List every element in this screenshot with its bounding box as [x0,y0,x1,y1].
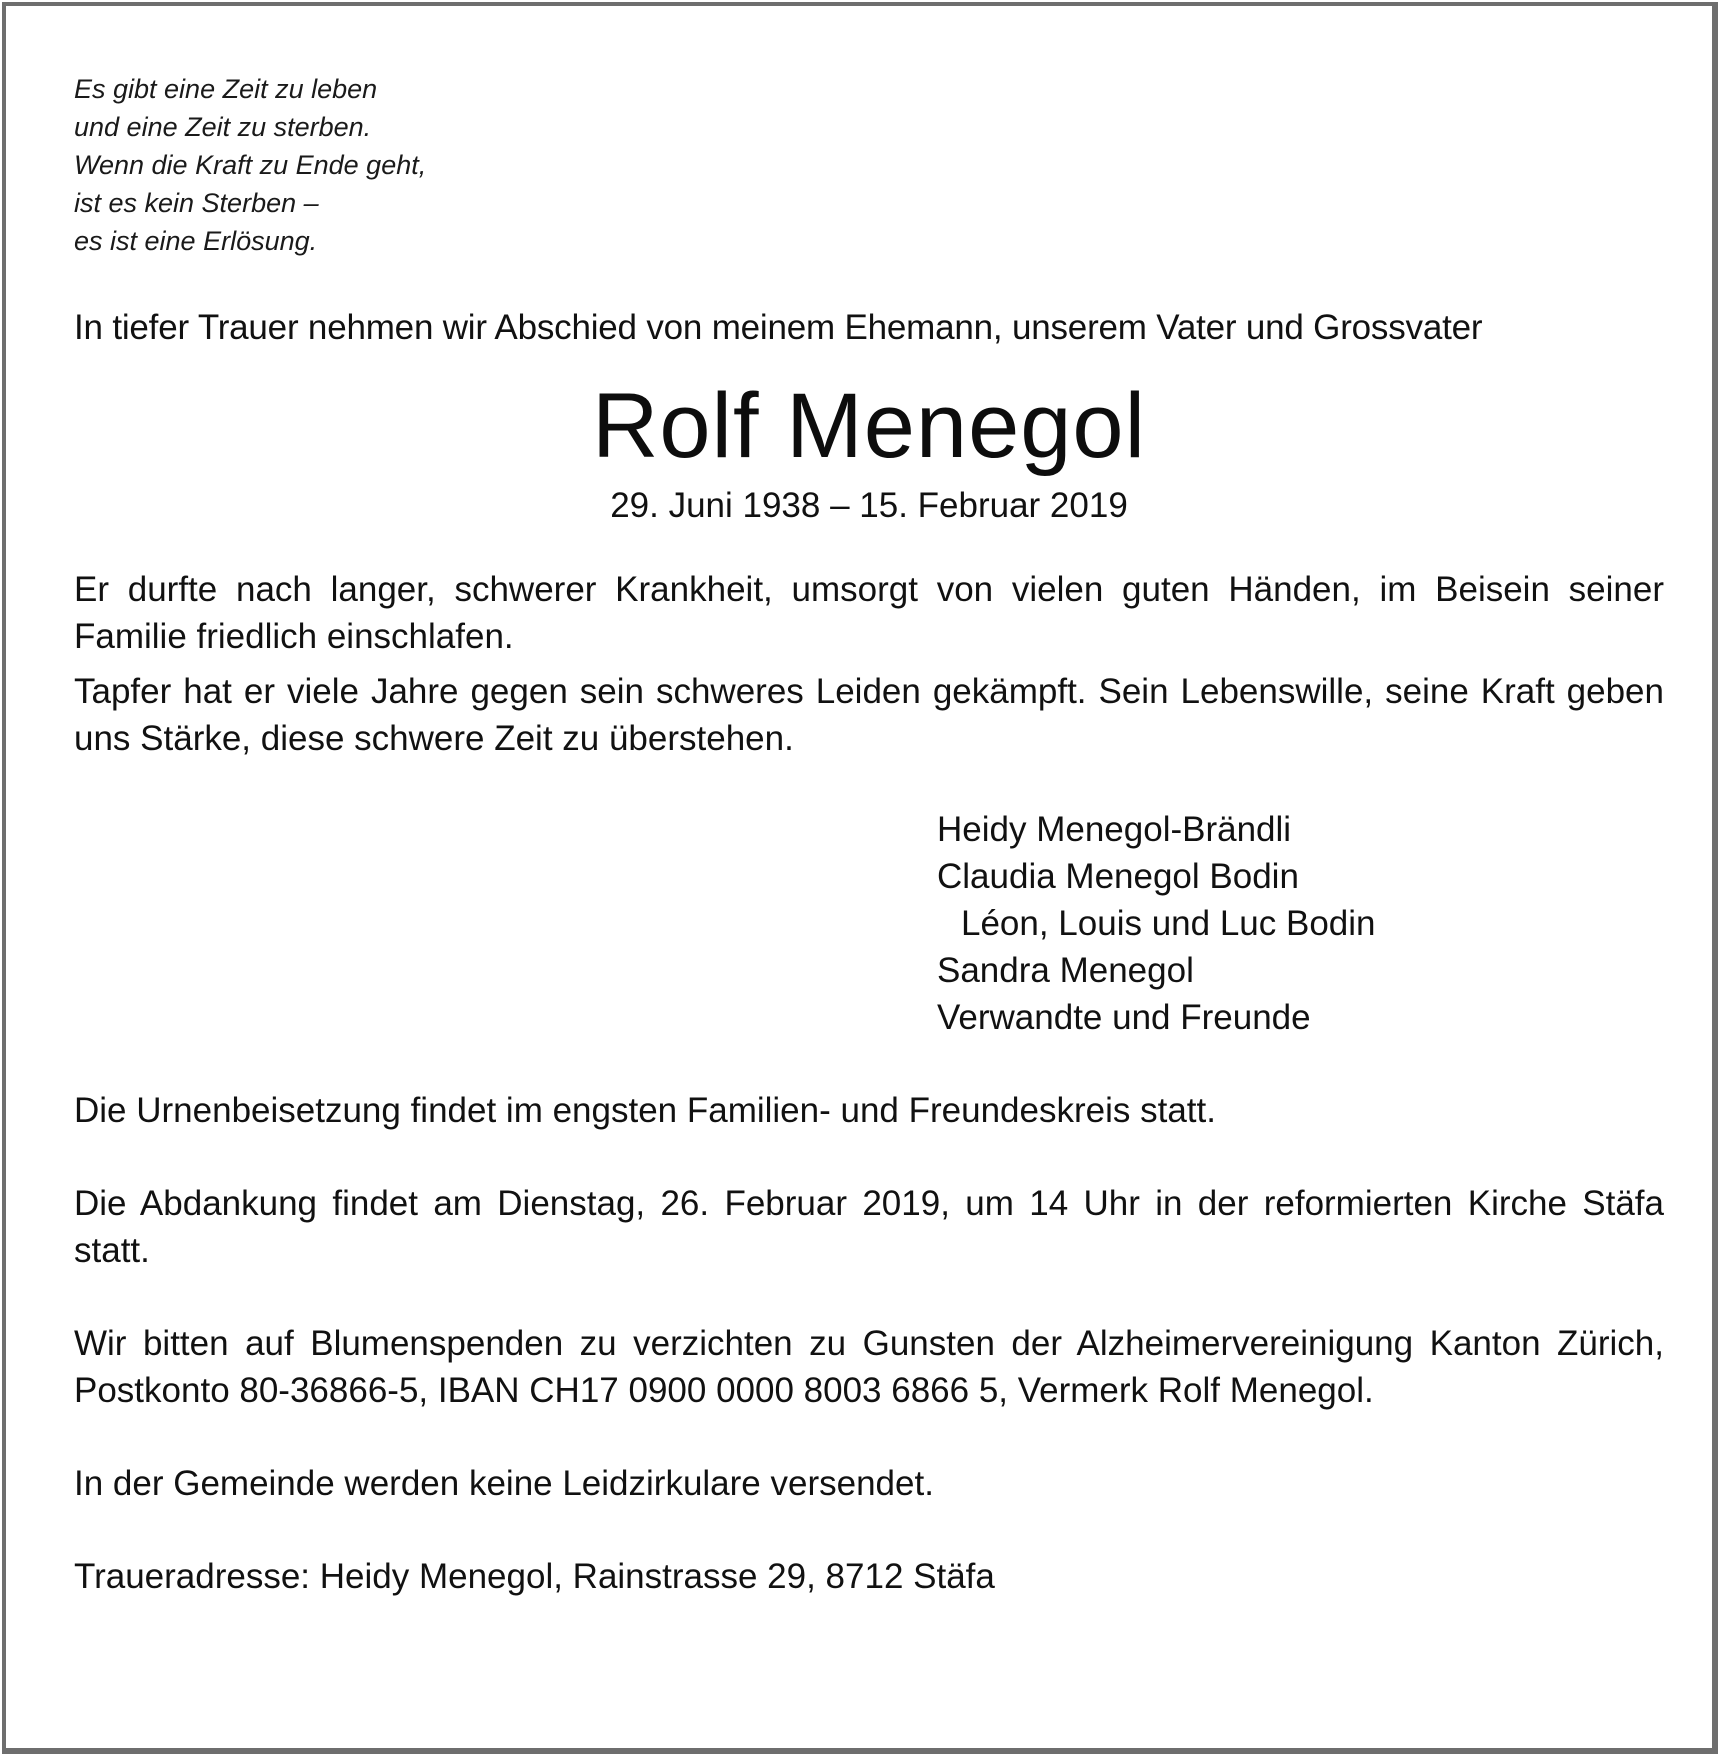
mourner-name: Sandra Menegol [937,951,1194,990]
mourner-name: Claudia Menegol Bodin [937,857,1299,896]
poem-line: Wenn die Kraft zu Ende geht, [74,150,427,180]
poem-line: ist es kein Sterben – [74,188,319,218]
mourning-address: Traueradresse: Heidy Menegol, Rainstrasse 29, 8712 Stäfa [74,1557,995,1596]
mourners-list [937,806,1664,1041]
life-dates: 29. Juni 1938 – 15. Februar 2019 [610,486,1128,525]
urn-burial-notice: Die Urnenbeisetzung findet im engsten Familien- und Freundeskreis statt. [74,1091,1216,1130]
intro-text: In tiefer Trauer nehmen wir Abschied von meinem Ehemann, unserem Vater und Grossvater [74,308,1483,347]
mourner-name: Léon, Louis und Luc Bodin [961,904,1376,943]
poem [74,70,1664,260]
struggle-paragraph: Tapfer hat er viele Jahre gegen sein schweres Leiden gekämpft. Sein Lebenswille, seine Kraft geben uns Stärke, diese schwere Zeit zu überstehen. [74,672,1664,758]
mourner-name: Heidy Menegol-Brändli [937,810,1292,849]
poem-line: Es gibt eine Zeit zu leben [74,74,378,104]
funeral-service-notice: Die Abdankung findet am Dienstag, 26. Februar 2019, um 14 Uhr in der reformierten Kirche Stäfa statt. [74,1184,1664,1270]
donation-notice: Wir bitten auf Blumenspenden zu verzichten zu Gunsten der Alzheimervereinigung Kanton Zürich, Postkonto 80-36866-5, IBAN CH17 0900 0000 8003 6866 5, Vermerk Rolf Menegol. [74,1324,1664,1410]
mourner-name: Verwandte und Freunde [937,998,1311,1037]
poem-line: es ist eine Erlösung. [74,226,318,256]
passing-paragraph: Er durfte nach langer, schwerer Krankheit, umsorgt von vielen guten Händen, im Beisein seiner Familie friedlich einschlafen. [74,570,1664,656]
poem-line: und eine Zeit zu sterben. [74,112,372,142]
circular-notice: In der Gemeinde werden keine Leidzirkulare versendet. [74,1464,934,1503]
deceased-name: Rolf Menegol [591,375,1147,477]
obituary-frame [2,2,1718,1754]
obituary-content [74,70,1664,1600]
